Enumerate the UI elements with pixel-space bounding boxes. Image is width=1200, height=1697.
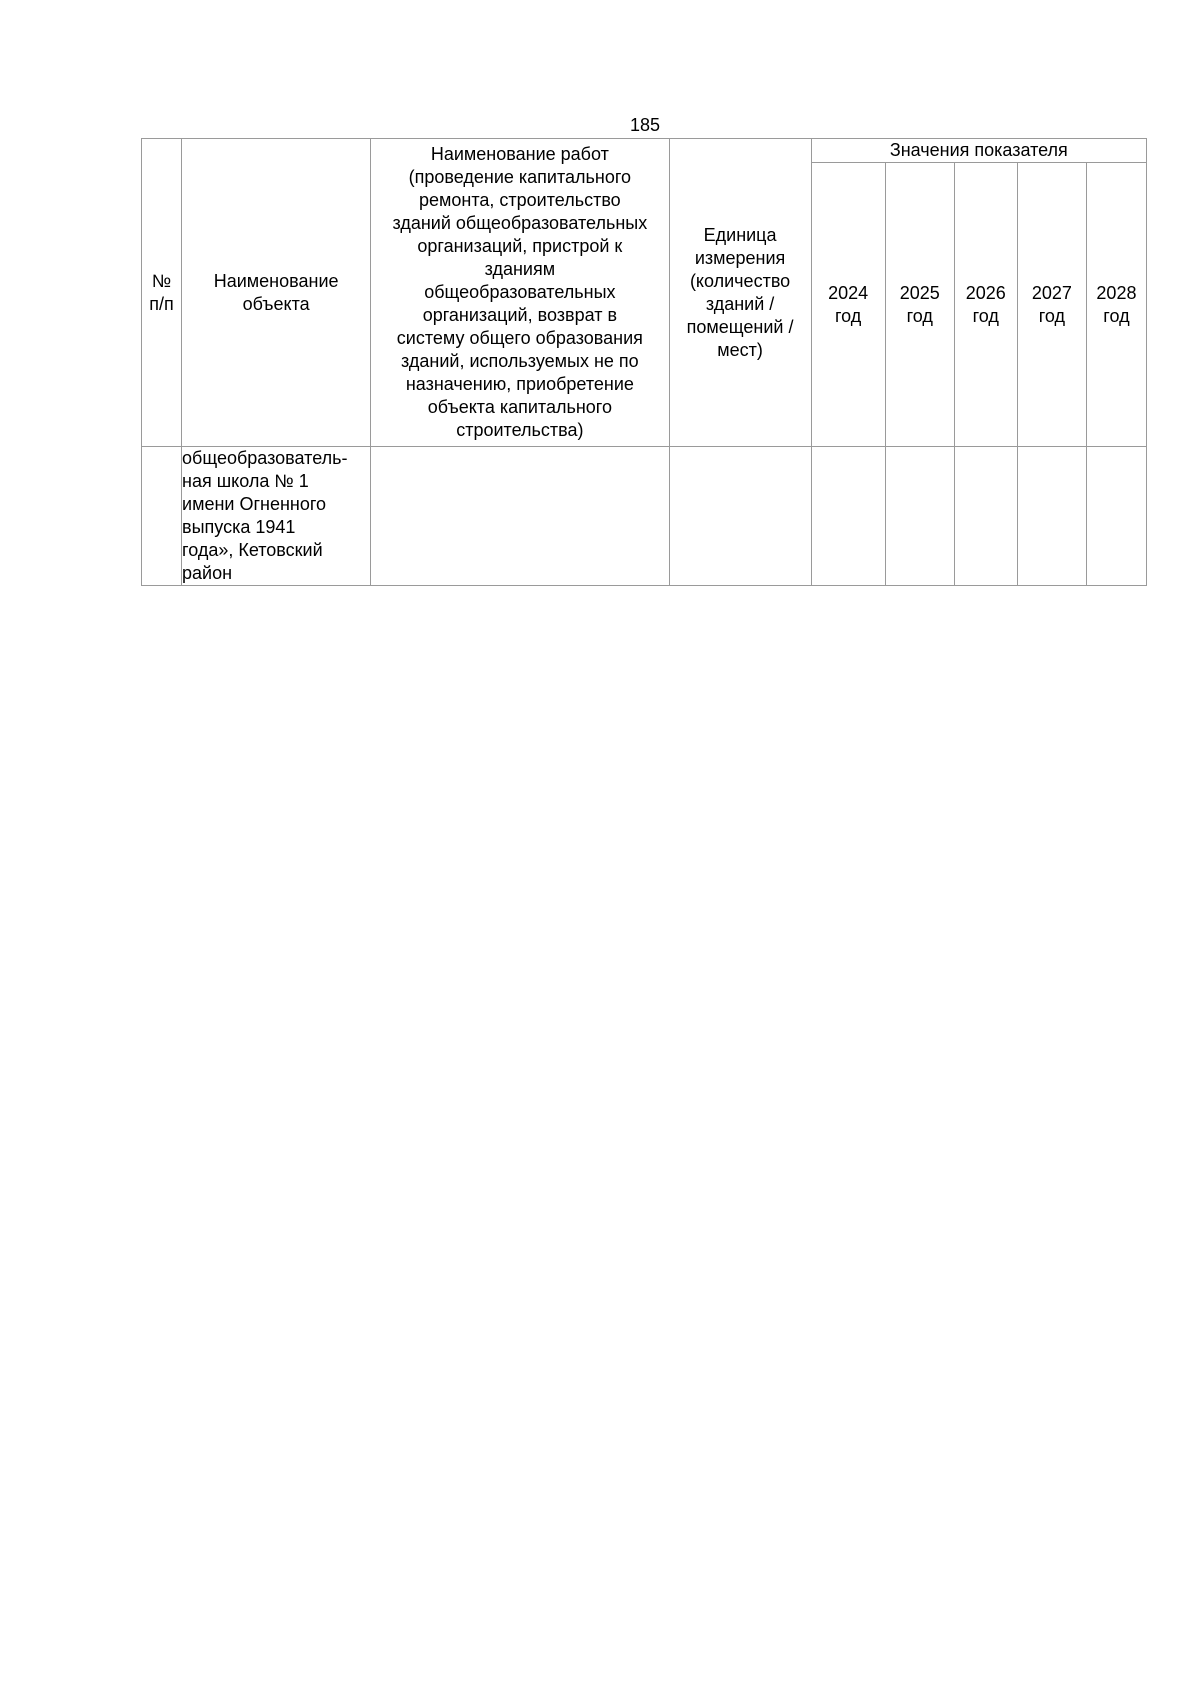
header-year-2024: 2024 год [811, 163, 885, 447]
header-year-2028: 2028 год [1086, 163, 1146, 447]
header-year-2027: 2027 год [1017, 163, 1086, 447]
header-object-name: Наименование объекта [182, 139, 371, 447]
cell-object-name: общеобразователь- ная школа № 1 имени Огненного выпуска 1941 года», Кетовский район [182, 447, 371, 586]
cell-year-2025 [885, 447, 954, 586]
cell-num [142, 447, 182, 586]
cell-year-2026 [954, 447, 1017, 586]
cell-year-2027 [1017, 447, 1086, 586]
header-values-group: Значения показателя [811, 139, 1146, 163]
header-num: № п/п [142, 139, 182, 447]
header-year-2025: 2025 год [885, 163, 954, 447]
cell-works-name [371, 447, 669, 586]
cell-year-2024 [811, 447, 885, 586]
table-row [142, 447, 1147, 586]
cell-year-2028 [1086, 447, 1146, 586]
header-row-group [142, 139, 1147, 163]
header-year-2026: 2026 год [954, 163, 1017, 447]
indicator-table [141, 138, 1147, 586]
page-number: 185 [629, 115, 661, 135]
header-works-name: Наименование работ (проведение капитального ремонта, строительство зданий общеобразовательных организаций, пристрой к зданиям общеобразовательных организаций, возврат в систему общего образования зданий, используемых не по назначению, приобретение объекта капитального строительства) [371, 139, 669, 447]
header-unit: Единица измерения (количество зданий / помещений / мест) [669, 139, 811, 447]
cell-unit [669, 447, 811, 586]
